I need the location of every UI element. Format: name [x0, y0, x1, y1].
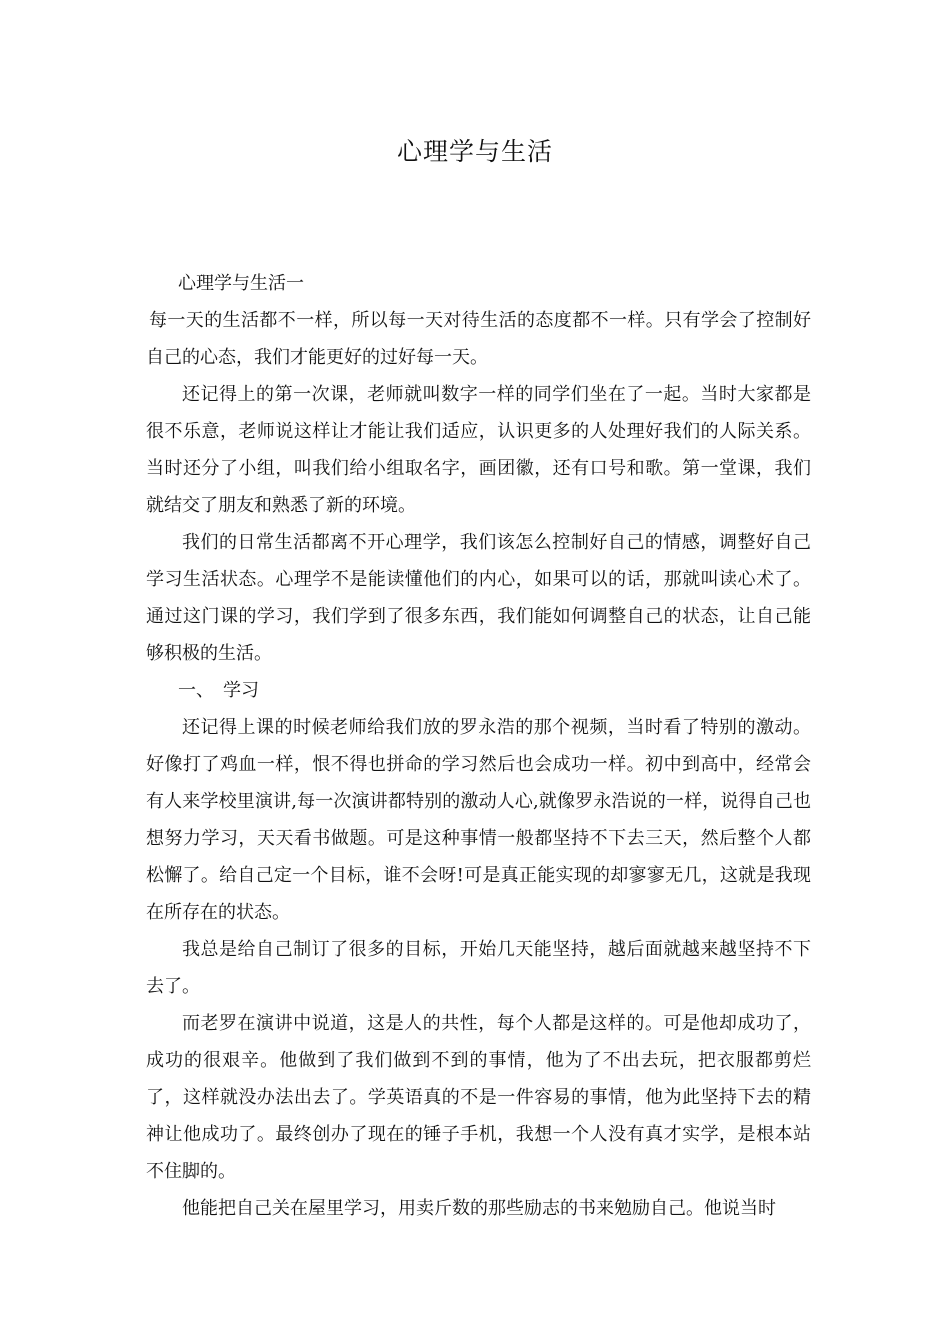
paragraph: 还记得上课的时候老师给我们放的罗永浩的那个视频，当时看了特别的激动。好像打了鸡血一样，恨不得也拼命的学习然后也会成功一样。初中到高中，经常会有人来学校里演讲,每一次演讲都特别的激动人心,就像罗永浩说的一样，说得自己也想努力学习，天天看书做题。可是这种事情一般都坚持不下去三天，然后整个人都松懈了。给自己定一个目标，谁不会呀!可是真正能实现的却寥寥无几，这就是我现在所存在的状态。	[146, 717, 811, 923]
document-title: 心理学与生活	[396, 137, 553, 166]
paragraph: 我们的日常生活都离不开心理学，我们该怎么控制好自己的情感，调整好自己学习生活状态。心理学不是能读懂他们的内心，如果可以的话，那就叫读心术了。通过这门课的学习，我们学到了很多东西，我们能如何调整自己的状态，让自己能够积极的生活。	[146, 532, 811, 664]
paragraph: 而老罗在演讲中说道，这是人的共性，每个人都是这样的。可是他却成功了，成功的很艰辛。他做到了我们做到不到的事情，他为了不出去玩，把衣服都剪烂了，这样就没办法出去了。学英语真的不是一件容易的事情，他为此坚持下去的精神让他成功了。最终创办了现在的锤子手机，我想一个人没有真才实学，是根本站不住脚的。	[146, 1013, 811, 1182]
paragraph: 我总是给自己制订了很多的目标，开始几天能坚持，越后面就越来越坚持不下去了。	[146, 939, 811, 997]
paragraph: 还记得上的第一次课，老师就叫数字一样的同学们坐在了一起。当时大家都是很不乐意，老师说这样让才能让我们适应，认识更多的人处理好我们的人际关系。当时还分了小组，叫我们给小组取名字，画团徽，还有口号和歌。第一堂课，我们就结交了朋友和熟悉了新的环境。	[146, 384, 811, 516]
document-body	[146, 265, 811, 1227]
section-subtitle: 心理学与生活一	[178, 273, 304, 294]
section-heading: 一、 学习	[178, 680, 259, 701]
paragraph: 他能把自己关在屋里学习，用卖斤数的那些励志的书来勉励自己。他说当时	[182, 1198, 776, 1219]
paragraph: 每一天的生活都不一样，所以每一天对待生活的态度都不一样。只有学会了控制好自己的心态，我们才能更好的过好每一天。	[146, 310, 811, 368]
